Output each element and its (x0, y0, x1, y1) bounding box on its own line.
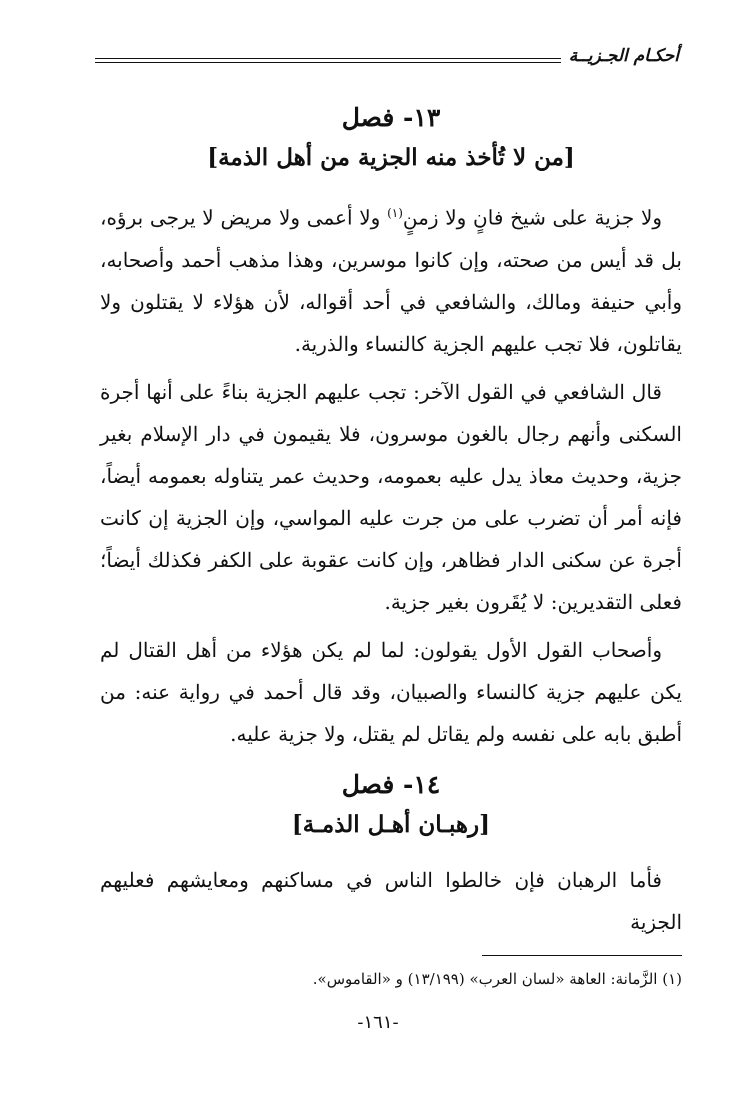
paragraph: وأصحاب القول الأول يقولون: لما لم يكن هؤلاء من أهل القتال لم يكن عليهم جزية كالنساء والصبيان، وقد قال أحمد في رواية عنه: من أطبق بابه على نفسه ولم يقاتل لم يقتل، ولا جزية عليه. (100, 637, 682, 746)
paragraph: قال الشافعي في القول الآخر: تجب عليهم الجزية بناءً على أنها أجرة السكنى وأنهم رجال بالغون موسرون، فلا يقيمون في دار الإسلام بغير جزية، وحديث معاذ يدل عليه بعمومه، وحديث عمر يتناوله بعمومه أيضاً، فإنه أمر أن تضرب على من جرت عليه المواسي، وإن الجزية إن كانت أجرة عن سكنى الدار فظاهر، وإن كانت عقوبة على الكفر فكذلك أيضاً؛ فعلى التقديرين: لا يُقَرون بغير جزية. (100, 379, 682, 614)
section-14-heading (100, 765, 682, 845)
running-title: أحكـام الجـزيــة (561, 46, 679, 66)
running-header (95, 46, 679, 70)
paragraph-text: ولا جزية على شيخ فانٍ ولا زمنٍ (402, 205, 663, 230)
footnote: (١) الزَّمانة: العاهة «لسان العرب» (١٣/١٩٩) و «القاموس». (312, 970, 682, 988)
paragraph: فأما الرهبان فإن خالطوا الناس في مساكنهم ومعايشهم فعليهم الجزية (100, 867, 682, 934)
section-subtitle: [من لا تُأخذ منه الجزية من أهل الذمة] (207, 144, 575, 171)
section-subtitle: [رهبـان أهـل الذمـة] (291, 810, 491, 838)
paragraph (100, 192, 682, 365)
footnote-marker[interactable]: (١) (387, 206, 403, 220)
section-number: ١٣- فصل (341, 103, 441, 132)
section-13-heading (100, 98, 682, 178)
section-number: ١٤- فصل (341, 769, 441, 799)
page-body (100, 98, 682, 949)
page-number: -١٦١- (357, 1012, 399, 1033)
header-double-rule (95, 58, 567, 63)
paragraph-text-continued: ولا أعمى ولا مريض لا يرجى برؤه، بل قد أيس من صحته، وإن كانوا موسرين، وهذا مذهب أحمد وأصحابه، وأبي حنيفة ومالك، والشافعي في أحد أقواله، لأن هؤلاء لا يقتلون ولا يقاتلون، فلا تجب عليهم الجزية كالنساء والذرية. (100, 205, 682, 356)
footnote-divider (482, 955, 682, 956)
